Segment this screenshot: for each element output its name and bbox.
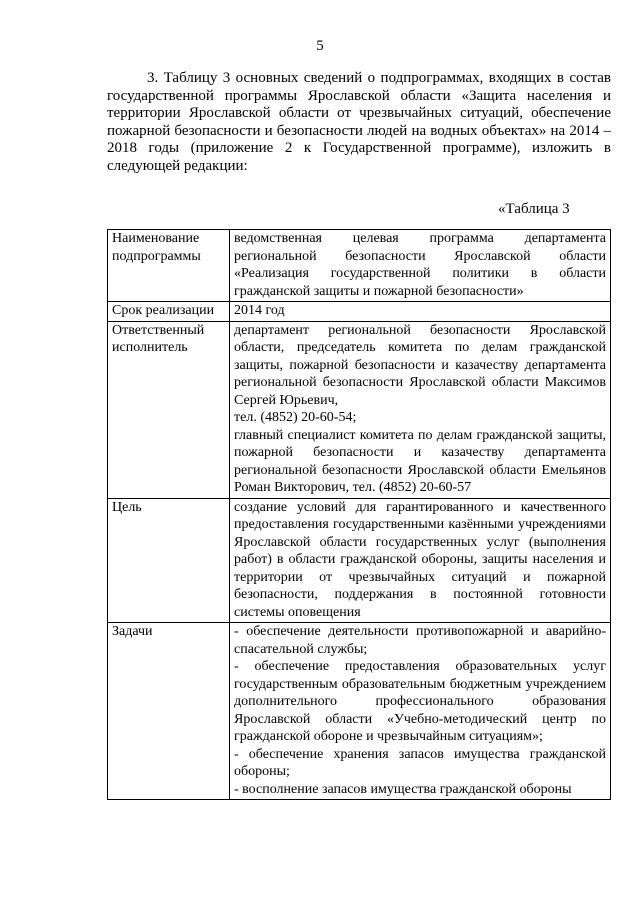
subprogram-table bbox=[107, 229, 611, 800]
row-paragraph: - обеспечение хранения запасов имущества гражданской обороны; bbox=[234, 746, 606, 779]
row-value-name bbox=[230, 230, 611, 302]
row-paragraph: - обеспечение предоставления образовательных услуг государственным образовательным бюджетным учреждением дополнительного профессионального образования Ярославской области «Учебно-методический центр по гражданской обороне и чрезвычайным ситуациям»; bbox=[234, 659, 606, 744]
row-paragraph: 2014 год bbox=[234, 303, 285, 318]
row-label-executor: Ответственный исполнитель bbox=[108, 321, 230, 498]
row-paragraph: - восполнение запасов имущества гражданской обороны bbox=[234, 781, 572, 797]
intro-paragraph: 3. Таблицу 3 основных сведений о подпрограммах, входящих в состав государственной программы Ярославской области «Защита населения и территории Ярославской области от чрезвычайных ситуаций, обеспечение пожарной безопасности и безопасности людей на водных объектах» на 2014 – 2018 годы (приложение 2 к Государственной программе), изложить в следующей редакции: bbox=[107, 70, 611, 174]
row-paragraph: тел. (4852) 20-60-54; bbox=[234, 410, 357, 425]
row-paragraph: ведомственная целевая программа департамента региональной безопасности Ярославской области «Реализация государственной политики в области гражданской защиты и пожарной безопасности» bbox=[234, 231, 606, 299]
page-number: 5 bbox=[316, 38, 324, 54]
row-paragraph: создание условий для гарантированного и качественного предоставления государственными казёнными учреждениями Ярославской области государственных услуг (выполнения работ) в области гражданской обороны, защиты населения и территории от чрезвычайных ситуаций и пожарной безопасности, поддержания в постоянной готовности системы оповещения bbox=[234, 499, 606, 620]
table-row bbox=[108, 498, 611, 623]
table-row bbox=[108, 302, 611, 322]
row-value-tasks bbox=[230, 623, 611, 800]
table-caption: «Таблица 3 bbox=[498, 201, 570, 217]
table-row bbox=[108, 321, 611, 498]
row-label-name: Наименование подпрограммы bbox=[108, 230, 230, 302]
table-row bbox=[108, 230, 611, 302]
row-value-goal bbox=[230, 498, 611, 623]
row-paragraph: - обеспечение деятельности противопожарной и аварийно-спасательной службы; bbox=[234, 624, 606, 657]
row-paragraph: главный специалист комитета по делам гражданской защиты, пожарной безопасности и казачеству департамента региональной безопасности Ярославской области Емельянов Роман Викторович, тел. (4852) 20-60-57 bbox=[234, 427, 606, 495]
row-label-goal: Цель bbox=[108, 498, 230, 623]
row-value-period bbox=[230, 302, 611, 322]
row-label-tasks: Задачи bbox=[108, 623, 230, 800]
table-row bbox=[108, 623, 611, 800]
row-paragraph: департамент региональной безопасности Ярославской области, председатель комитета по делам гражданской защиты, пожарной безопасности и казачеству департамента региональной безопасности Ярославской области Максимов Сергей Юрьевич, bbox=[234, 322, 606, 408]
row-label-period: Срок реализации bbox=[108, 302, 230, 322]
row-value-executor bbox=[230, 321, 611, 498]
